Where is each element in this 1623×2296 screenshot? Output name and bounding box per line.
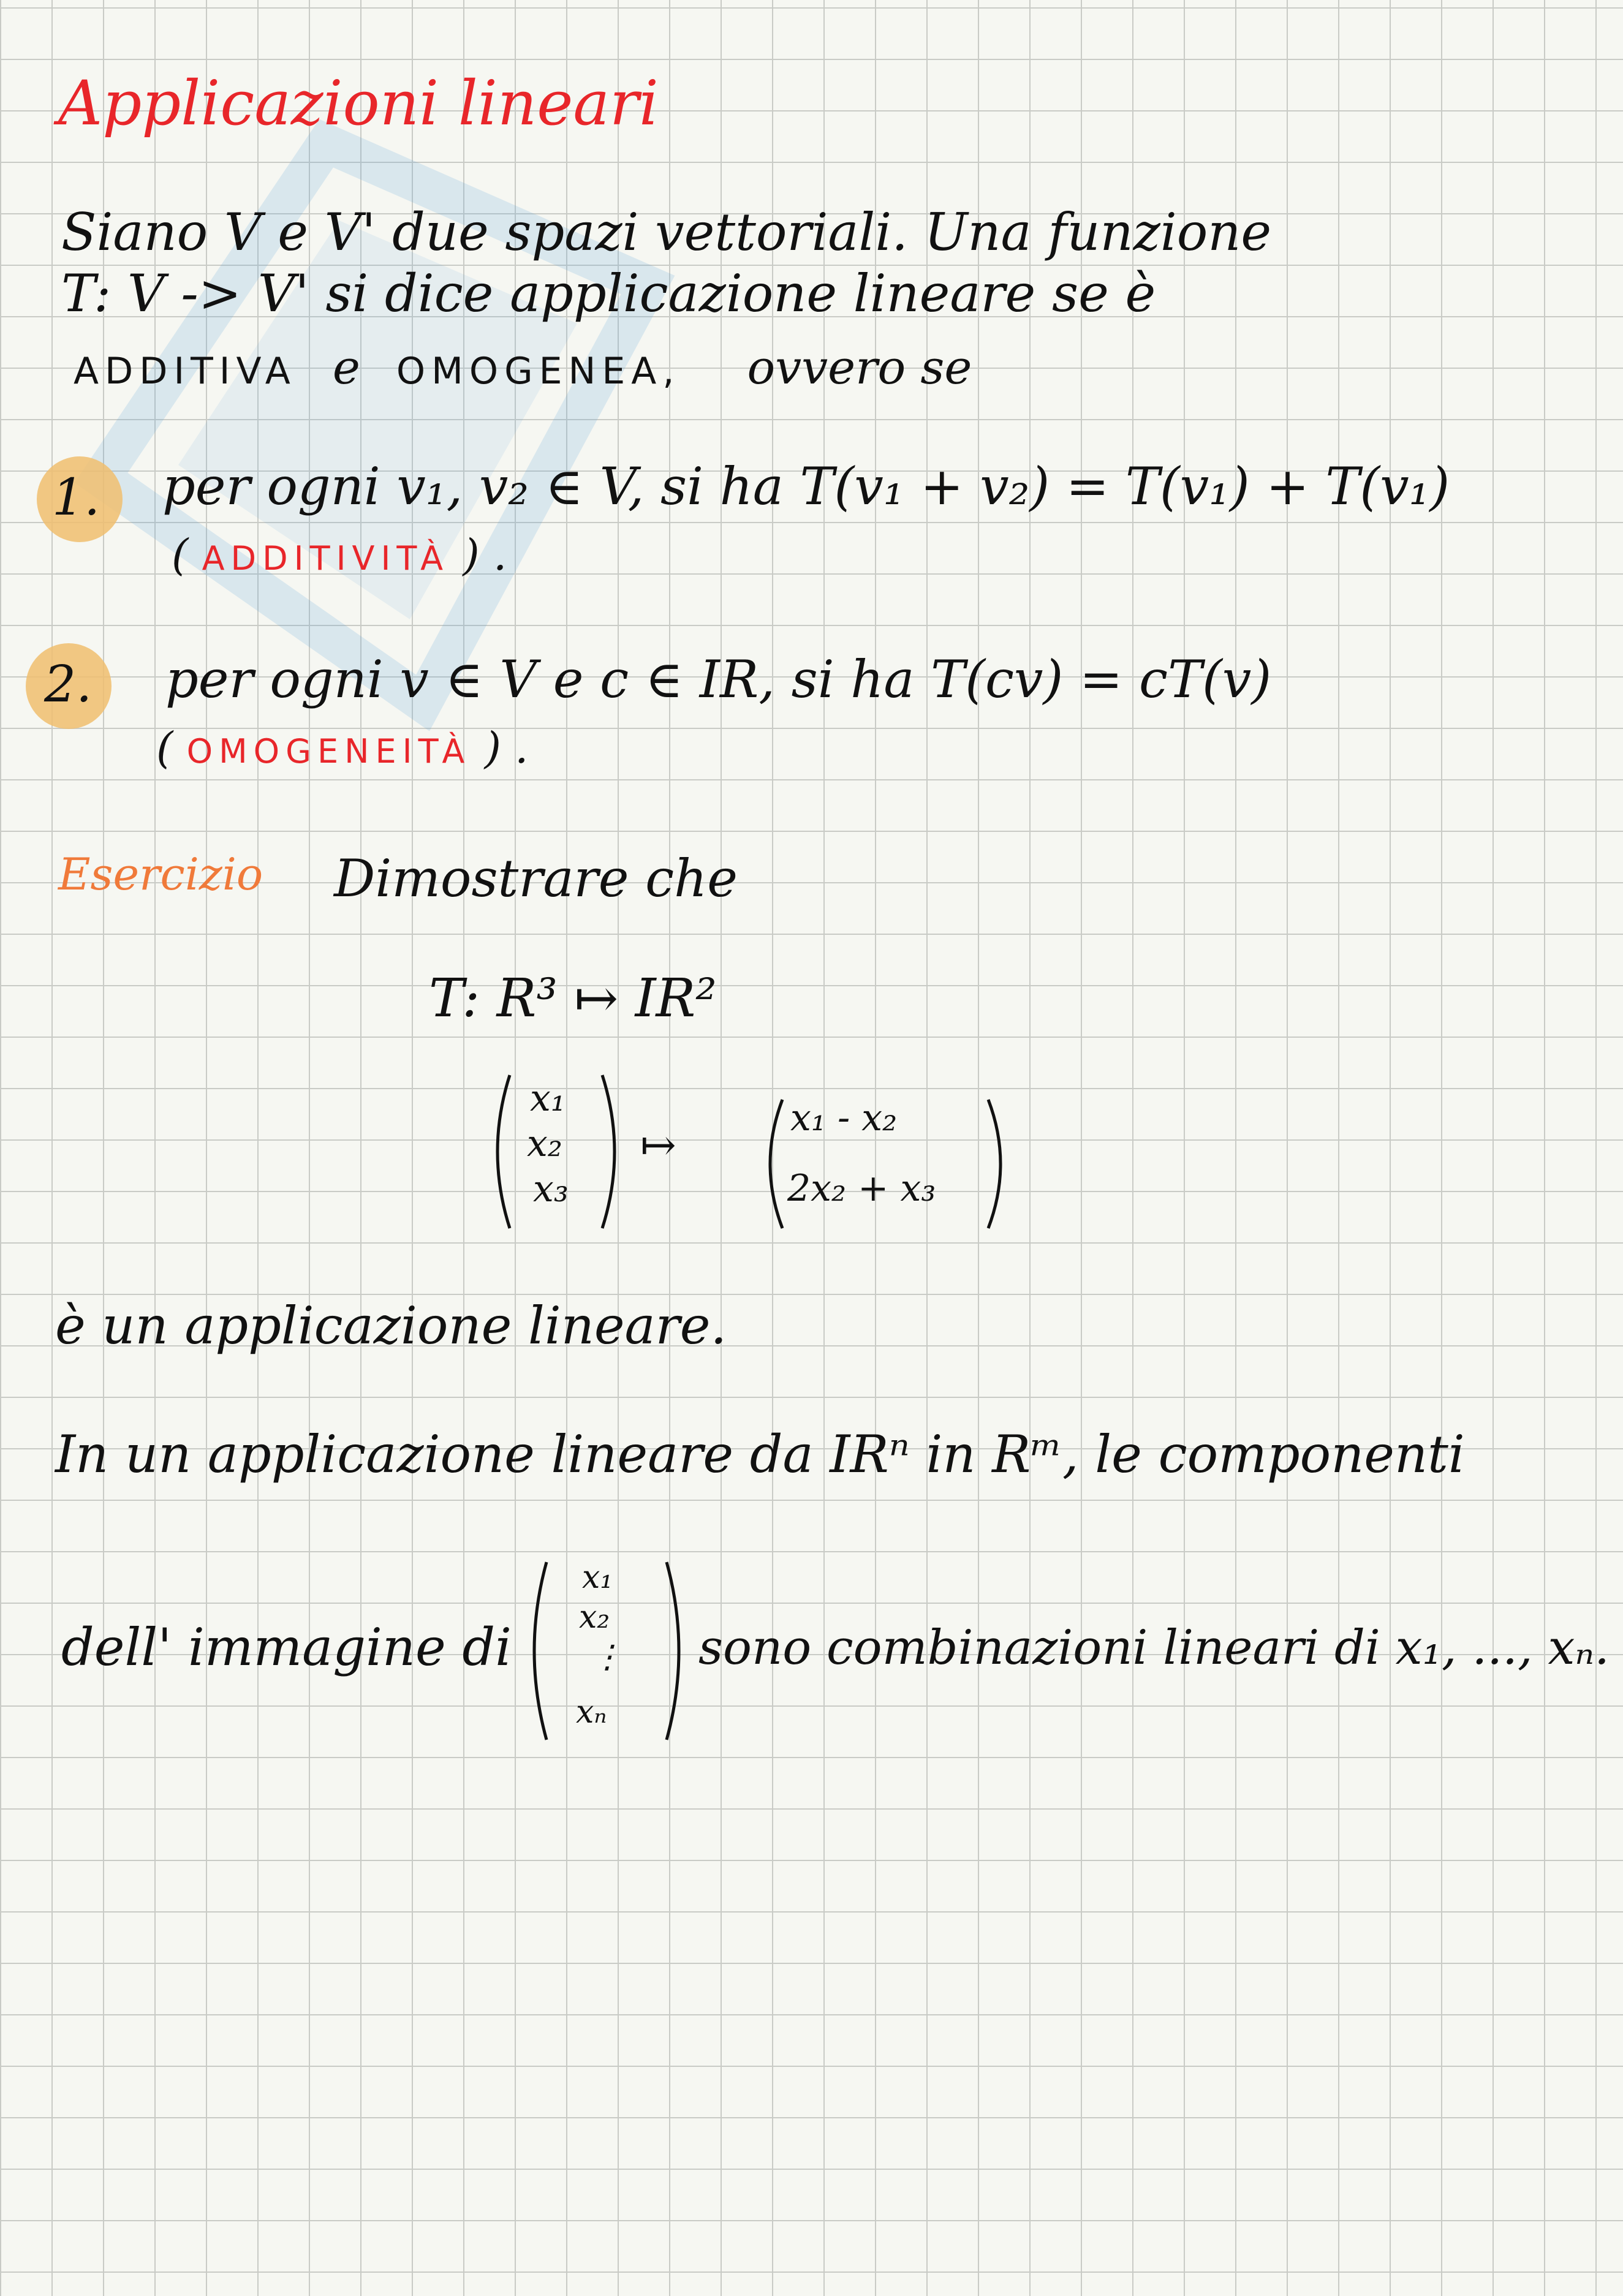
image-vector-xn: xₙ xyxy=(576,1694,607,1731)
item-2-label-line xyxy=(156,723,528,773)
output-vector-row-2: 2x₂ + x₃ xyxy=(787,1167,936,1210)
input-vector-x2: x₂ xyxy=(527,1122,562,1165)
additiva-label: ADDITIVA xyxy=(74,350,297,393)
remark-line-2-end: sono combinazioni lineari di x₁, ..., xₙ. xyxy=(698,1620,1610,1675)
exercise-conclusion: è un applicazione lineare. xyxy=(55,1296,727,1356)
item-2-number: 2. xyxy=(44,655,93,714)
item-1-number: 1. xyxy=(52,469,100,527)
item-1-paren-close: ) . xyxy=(463,530,507,580)
page-title: Applicazioni lineari xyxy=(58,67,659,139)
output-vector-row-1: x₁ - x₂ xyxy=(790,1097,898,1139)
output-vector-right-paren xyxy=(983,1097,1008,1231)
exercise-text: Dimostrare che xyxy=(334,848,738,908)
image-vector-dots: ⋮ xyxy=(591,1639,623,1675)
remark-line-2-start: dell' immagine di xyxy=(61,1617,512,1677)
intro-line-1: Siano V e V' due spazi vettoriali. Una funzione xyxy=(61,202,1272,262)
watermark-logo xyxy=(37,92,680,735)
item-1-label-line xyxy=(172,530,507,580)
intro-line-3 xyxy=(74,340,972,395)
remark-line-1: In un applicazione lineare da IRⁿ in Rᵐ, le componenti xyxy=(55,1424,1465,1484)
output-vector-left-paren xyxy=(763,1097,787,1231)
omogenea-label: OMOGENEA, xyxy=(396,350,681,393)
input-vector-x1: x₁ xyxy=(530,1077,566,1120)
image-vector-x1: x₁ xyxy=(582,1559,613,1596)
input-vector-x3: x₃ xyxy=(533,1168,569,1210)
input-vector-right-paren xyxy=(597,1072,622,1231)
image-vector-left-paren xyxy=(527,1559,551,1743)
ovvero-text: ovvero se xyxy=(747,340,972,395)
input-vector-left-paren xyxy=(490,1072,515,1231)
item-2-paren-open: ( xyxy=(156,723,173,773)
item-2-paren-close: ) . xyxy=(484,723,529,773)
item-1-text: per ogni v₁, v₂ ∈ V, si ha T(v₁ + v₂) = T(v₁) + T(v₁) xyxy=(162,456,1450,516)
intro-line-2: T: V -> V' si dice applicazione lineare se è xyxy=(61,263,1156,323)
image-vector-right-paren xyxy=(662,1559,686,1743)
maps-to-arrow: ↦ xyxy=(640,1120,676,1170)
item-2-label: OMOGENEITÀ xyxy=(186,732,471,771)
image-vector-x2: x₂ xyxy=(579,1599,610,1636)
conjunction: e xyxy=(332,340,360,395)
item-1-paren-open: ( xyxy=(172,530,189,580)
item-2-text: per ogni v ∈ V e c ∈ IR, si ha T(cv) = cT(v) xyxy=(165,649,1272,709)
item-1-label: ADDITIVITÀ xyxy=(202,539,450,578)
exercise-map: T: R³ ↦ IR² xyxy=(429,968,717,1029)
exercise-heading: Esercizio xyxy=(58,848,263,900)
